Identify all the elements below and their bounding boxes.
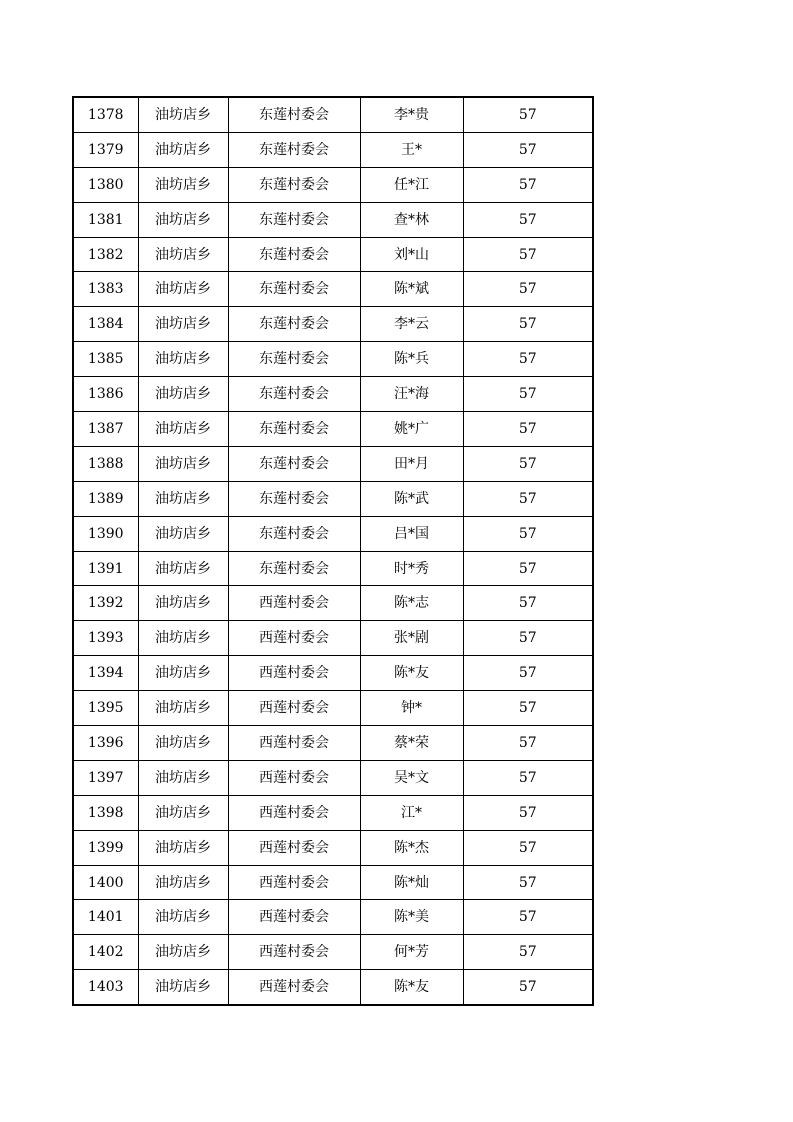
amount-cell: 57 xyxy=(463,272,593,307)
village-committee-cell: 东莲村委会 xyxy=(228,307,360,342)
amount-cell: 57 xyxy=(463,237,593,272)
row-number-cell: 1392 xyxy=(73,586,138,621)
amount-cell: 57 xyxy=(463,656,593,691)
row-number-cell: 1390 xyxy=(73,516,138,551)
township-cell: 油坊店乡 xyxy=(138,621,228,656)
amount-cell: 57 xyxy=(463,691,593,726)
row-number-cell: 1382 xyxy=(73,237,138,272)
village-committee-cell: 西莲村委会 xyxy=(228,586,360,621)
village-committee-cell: 西莲村委会 xyxy=(228,656,360,691)
amount-cell: 57 xyxy=(463,481,593,516)
table-row xyxy=(73,830,593,865)
person-name-cell: 王* xyxy=(360,132,463,167)
person-name-cell: 田*月 xyxy=(360,446,463,481)
township-cell: 油坊店乡 xyxy=(138,970,228,1005)
row-number-cell: 1389 xyxy=(73,481,138,516)
person-name-cell: 江* xyxy=(360,795,463,830)
village-committee-cell: 东莲村委会 xyxy=(228,516,360,551)
table-row xyxy=(73,656,593,691)
table-row xyxy=(73,377,593,412)
township-cell: 油坊店乡 xyxy=(138,97,228,132)
person-name-cell: 陈*兵 xyxy=(360,342,463,377)
township-cell: 油坊店乡 xyxy=(138,307,228,342)
amount-cell: 57 xyxy=(463,516,593,551)
amount-cell: 57 xyxy=(463,586,593,621)
table-row xyxy=(73,726,593,761)
row-number-cell: 1384 xyxy=(73,307,138,342)
person-name-cell: 陈*友 xyxy=(360,656,463,691)
table-row xyxy=(73,202,593,237)
amount-cell: 57 xyxy=(463,342,593,377)
person-name-cell: 张*剧 xyxy=(360,621,463,656)
village-committee-cell: 西莲村委会 xyxy=(228,760,360,795)
township-cell: 油坊店乡 xyxy=(138,691,228,726)
village-committee-cell: 东莲村委会 xyxy=(228,167,360,202)
row-number-cell: 1385 xyxy=(73,342,138,377)
row-number-cell: 1386 xyxy=(73,377,138,412)
person-name-cell: 陈*斌 xyxy=(360,272,463,307)
person-name-cell: 时*秀 xyxy=(360,551,463,586)
row-number-cell: 1398 xyxy=(73,795,138,830)
table-row xyxy=(73,760,593,795)
row-number-cell: 1381 xyxy=(73,202,138,237)
row-number-cell: 1387 xyxy=(73,412,138,447)
data-table xyxy=(72,96,594,1006)
person-name-cell: 姚*广 xyxy=(360,412,463,447)
village-committee-cell: 西莲村委会 xyxy=(228,795,360,830)
table-row xyxy=(73,586,593,621)
person-name-cell: 钟* xyxy=(360,691,463,726)
village-committee-cell: 东莲村委会 xyxy=(228,97,360,132)
amount-cell: 57 xyxy=(463,795,593,830)
amount-cell: 57 xyxy=(463,935,593,970)
amount-cell: 57 xyxy=(463,307,593,342)
row-number-cell: 1388 xyxy=(73,446,138,481)
person-name-cell: 何*芳 xyxy=(360,935,463,970)
amount-cell: 57 xyxy=(463,377,593,412)
table-row xyxy=(73,970,593,1005)
village-committee-cell: 西莲村委会 xyxy=(228,830,360,865)
township-cell: 油坊店乡 xyxy=(138,412,228,447)
amount-cell: 57 xyxy=(463,970,593,1005)
person-name-cell: 陈*友 xyxy=(360,970,463,1005)
village-committee-cell: 西莲村委会 xyxy=(228,691,360,726)
township-cell: 油坊店乡 xyxy=(138,167,228,202)
amount-cell: 57 xyxy=(463,830,593,865)
township-cell: 油坊店乡 xyxy=(138,900,228,935)
village-committee-cell: 东莲村委会 xyxy=(228,377,360,412)
table-row xyxy=(73,935,593,970)
table-row xyxy=(73,621,593,656)
township-cell: 油坊店乡 xyxy=(138,830,228,865)
table-row xyxy=(73,97,593,132)
person-name-cell: 李*云 xyxy=(360,307,463,342)
person-name-cell: 刘*山 xyxy=(360,237,463,272)
village-committee-cell: 东莲村委会 xyxy=(228,481,360,516)
row-number-cell: 1383 xyxy=(73,272,138,307)
township-cell: 油坊店乡 xyxy=(138,865,228,900)
table-row xyxy=(73,865,593,900)
row-number-cell: 1403 xyxy=(73,970,138,1005)
amount-cell: 57 xyxy=(463,446,593,481)
amount-cell: 57 xyxy=(463,202,593,237)
row-number-cell: 1401 xyxy=(73,900,138,935)
village-committee-cell: 西莲村委会 xyxy=(228,935,360,970)
township-cell: 油坊店乡 xyxy=(138,586,228,621)
village-committee-cell: 东莲村委会 xyxy=(228,412,360,447)
amount-cell: 57 xyxy=(463,760,593,795)
person-name-cell: 汪*海 xyxy=(360,377,463,412)
row-number-cell: 1391 xyxy=(73,551,138,586)
amount-cell: 57 xyxy=(463,167,593,202)
amount-cell: 57 xyxy=(463,865,593,900)
person-name-cell: 查*林 xyxy=(360,202,463,237)
table-row xyxy=(73,132,593,167)
village-committee-cell: 西莲村委会 xyxy=(228,900,360,935)
table-row xyxy=(73,272,593,307)
township-cell: 油坊店乡 xyxy=(138,446,228,481)
person-name-cell: 李*贵 xyxy=(360,97,463,132)
village-committee-cell: 西莲村委会 xyxy=(228,865,360,900)
village-committee-cell: 东莲村委会 xyxy=(228,202,360,237)
township-cell: 油坊店乡 xyxy=(138,760,228,795)
amount-cell: 57 xyxy=(463,551,593,586)
village-committee-cell: 东莲村委会 xyxy=(228,237,360,272)
amount-cell: 57 xyxy=(463,621,593,656)
row-number-cell: 1380 xyxy=(73,167,138,202)
row-number-cell: 1395 xyxy=(73,691,138,726)
row-number-cell: 1397 xyxy=(73,760,138,795)
table-row xyxy=(73,691,593,726)
village-committee-cell: 西莲村委会 xyxy=(228,726,360,761)
village-committee-cell: 东莲村委会 xyxy=(228,132,360,167)
township-cell: 油坊店乡 xyxy=(138,132,228,167)
person-name-cell: 陈*杰 xyxy=(360,830,463,865)
village-committee-cell: 西莲村委会 xyxy=(228,970,360,1005)
person-name-cell: 吕*国 xyxy=(360,516,463,551)
township-cell: 油坊店乡 xyxy=(138,551,228,586)
table-row xyxy=(73,412,593,447)
amount-cell: 57 xyxy=(463,412,593,447)
table-row xyxy=(73,342,593,377)
township-cell: 油坊店乡 xyxy=(138,726,228,761)
table-row xyxy=(73,481,593,516)
row-number-cell: 1402 xyxy=(73,935,138,970)
person-name-cell: 陈*志 xyxy=(360,586,463,621)
table-row xyxy=(73,446,593,481)
table-body xyxy=(73,97,593,1005)
table-row xyxy=(73,551,593,586)
row-number-cell: 1378 xyxy=(73,97,138,132)
row-number-cell: 1400 xyxy=(73,865,138,900)
township-cell: 油坊店乡 xyxy=(138,272,228,307)
table-row xyxy=(73,516,593,551)
amount-cell: 57 xyxy=(463,97,593,132)
person-name-cell: 陈*美 xyxy=(360,900,463,935)
amount-cell: 57 xyxy=(463,132,593,167)
township-cell: 油坊店乡 xyxy=(138,935,228,970)
amount-cell: 57 xyxy=(463,900,593,935)
table-row xyxy=(73,795,593,830)
person-name-cell: 吴*文 xyxy=(360,760,463,795)
village-committee-cell: 东莲村委会 xyxy=(228,272,360,307)
township-cell: 油坊店乡 xyxy=(138,377,228,412)
table-row xyxy=(73,237,593,272)
row-number-cell: 1394 xyxy=(73,656,138,691)
table-row xyxy=(73,167,593,202)
village-committee-cell: 东莲村委会 xyxy=(228,551,360,586)
row-number-cell: 1379 xyxy=(73,132,138,167)
township-cell: 油坊店乡 xyxy=(138,795,228,830)
table-row xyxy=(73,307,593,342)
township-cell: 油坊店乡 xyxy=(138,516,228,551)
person-name-cell: 陈*武 xyxy=(360,481,463,516)
village-committee-cell: 东莲村委会 xyxy=(228,342,360,377)
table-row xyxy=(73,900,593,935)
village-committee-cell: 西莲村委会 xyxy=(228,621,360,656)
village-committee-cell: 东莲村委会 xyxy=(228,446,360,481)
row-number-cell: 1396 xyxy=(73,726,138,761)
row-number-cell: 1399 xyxy=(73,830,138,865)
row-number-cell: 1393 xyxy=(73,621,138,656)
township-cell: 油坊店乡 xyxy=(138,481,228,516)
person-name-cell: 任*江 xyxy=(360,167,463,202)
township-cell: 油坊店乡 xyxy=(138,202,228,237)
township-cell: 油坊店乡 xyxy=(138,656,228,691)
amount-cell: 57 xyxy=(463,726,593,761)
person-name-cell: 陈*灿 xyxy=(360,865,463,900)
township-cell: 油坊店乡 xyxy=(138,342,228,377)
township-cell: 油坊店乡 xyxy=(138,237,228,272)
person-name-cell: 蔡*荣 xyxy=(360,726,463,761)
